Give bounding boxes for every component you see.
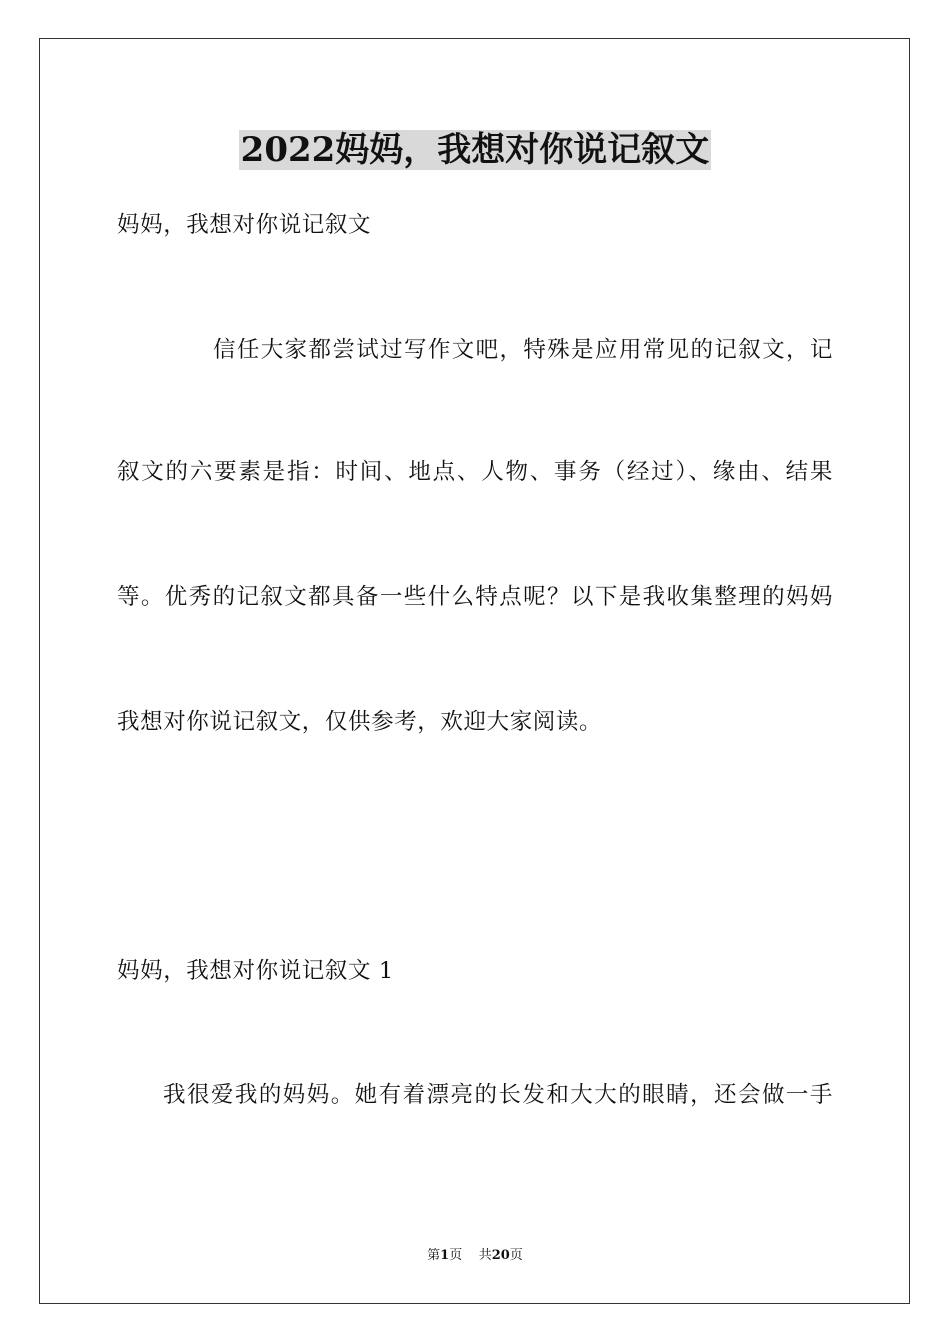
page-footer xyxy=(0,1247,950,1265)
footer-page-number: 1 xyxy=(440,1248,450,1263)
footer-total-prefix: 共 xyxy=(478,1248,492,1263)
intro-line-1: 信任大家都尝试过写作文吧，特殊是应用常见的记叙文，记 xyxy=(213,337,833,363)
intro-line-3: 等。优秀的记叙文都具备一些什么特点呢？以下是我收集整理的妈妈 xyxy=(117,584,833,610)
footer-page-suffix: 页 xyxy=(449,1248,463,1263)
section-first-line: 我很爱我的妈妈。她有着漂亮的长发和大大的眼睛，还会做一手 xyxy=(163,1082,833,1108)
footer-total-suffix: 页 xyxy=(509,1248,523,1263)
footer-total-pages: 20 xyxy=(491,1248,510,1263)
section-heading: 妈妈，我想对你说记叙文 1 xyxy=(117,958,394,984)
document-subtitle: 妈妈，我想对你说记叙文 xyxy=(117,212,372,238)
document-title xyxy=(0,128,950,172)
document-title-text: 2022妈妈，我想对你说记叙文 xyxy=(240,130,710,170)
footer-prefix: 第 xyxy=(427,1248,441,1263)
intro-line-4: 我想对你说记叙文，仅供参考，欢迎大家阅读。 xyxy=(117,709,603,735)
intro-line-2: 叙文的六要素是指：时间、地点、人物、事务（经过）、缘由、结果 xyxy=(117,459,833,485)
